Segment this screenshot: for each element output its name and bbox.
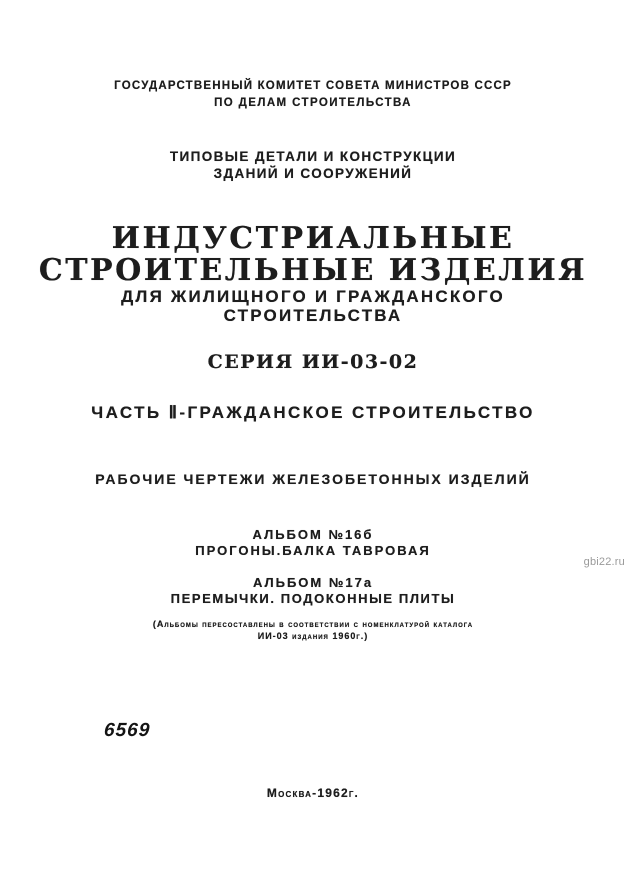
handwritten-inventory-number: 6569: [103, 720, 152, 741]
main-title-line2: СТРОИТЕЛЬНЫЕ ИЗДЕЛИЯ: [38, 253, 588, 288]
site-watermark: gbi22.ru: [583, 556, 625, 568]
album2-title: АЛЬБОМ №17а: [252, 575, 374, 590]
series-header-line2: ЗДАНИЙ И СООРУЖЕНИЙ: [213, 166, 413, 181]
working-drawings-title: РАБОЧИЕ ЧЕРТЕЖИ ЖЕЛЕЗОБЕТОННЫХ ИЗДЕЛИЙ: [95, 471, 531, 487]
album1-title: АЛЬБОМ №16б: [252, 527, 374, 542]
album1-subtitle: ПРОГОНЫ.БАЛКА ТАВРОВАЯ: [195, 543, 431, 558]
revision-note-line2: ИИ-03 издания 1960г.): [257, 631, 369, 641]
main-subtitle-line1: ДЛЯ ЖИЛИЩНОГО И ГРАЖДАНСКОГО: [121, 287, 505, 306]
committee-header-line2: ПО ДЕЛАМ СТРОИТЕЛЬСТВА: [214, 97, 412, 109]
committee-header-line1: ГОСУДАРСТВЕННЫЙ КОМИТЕТ СОВЕТА МИНИСТРОВ СССР: [114, 80, 512, 92]
series-header-line1: ТИПОВЫЕ ДЕТАЛИ И КОНСТРУКЦИИ: [169, 149, 457, 164]
imprint-city-year: Москва-1962г.: [266, 786, 360, 800]
revision-note-line1: (Альбомы пересоставлены в соответствии с номенклатурой каталога: [152, 619, 474, 629]
main-subtitle-line2: СТРОИТЕЛЬСТВА: [223, 306, 403, 325]
album2-subtitle: ПЕРЕМЫЧКИ. ПОДОКОННЫЕ ПЛИТЫ: [170, 591, 456, 606]
series-designation: СЕРИЯ ИИ-03-02: [207, 351, 419, 373]
main-title-line1: ИНДУСТРИАЛЬНЫЕ: [111, 221, 515, 256]
part-title: ЧАСТЬ Ⅱ-ГРАЖДАНСКОЕ СТРОИТЕЛЬСТВО: [91, 403, 535, 422]
